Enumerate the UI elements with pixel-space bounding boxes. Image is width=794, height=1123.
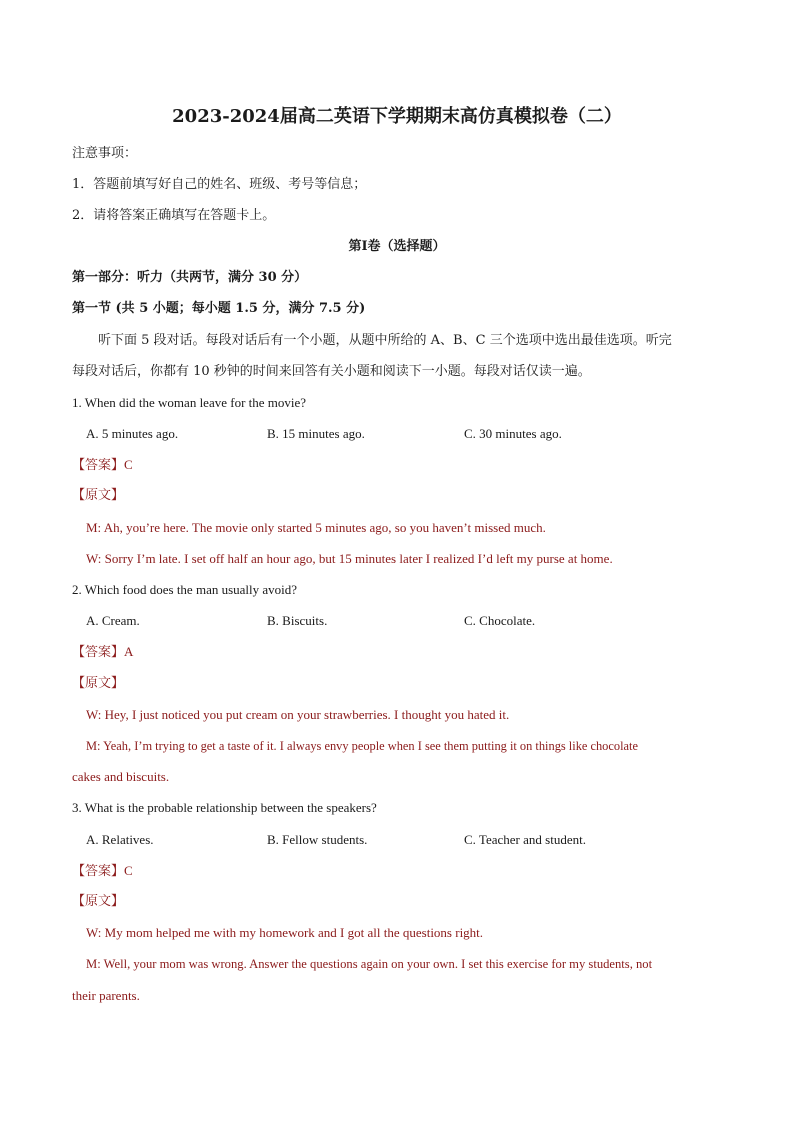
option-b: B. Biscuits. [267,613,328,628]
answer-line [72,643,133,662]
option-a: A. 5 minutes ago. [86,426,179,441]
instructions-line: 每段对话后，你都有 10 秒钟的时间来回答有关小题和阅读下一小题。每段对话仅读一遍。 [72,364,591,379]
transcript-line: W: Hey, I just noticed you put cream on your strawberries. I thought you hated it. [86,707,510,722]
volume-title: 第Ⅰ卷（选择题） [348,239,446,254]
exam-title: 2023-2024届高二英语下学期期末高仿真模拟卷（二） [172,106,622,127]
section1-title: 第一节 (共 5 小题；每小题 1.5 分，满分 7.5 分) [72,301,366,316]
answer-value: C [124,457,133,472]
option-a: A. Cream. [86,613,140,628]
question-stem: 2. Which food does the man usually avoid? [72,582,298,597]
option-a: A. Relatives. [86,832,154,847]
answer-label: 【答案】 [72,458,125,473]
transcript-line: W: Sorry I’m late. I set off half an hour ago, but 15 minutes later I realized I’d left my purse at home. [86,551,613,566]
transcript-line: M: Yeah, I’m trying to get a taste of it. I always envy people when I see them putting it on things like chocolate [86,739,638,753]
option-b: B. 15 minutes ago. [267,426,365,441]
question-stem: 1. When did the woman leave for the movie? [72,395,307,410]
option-b: B. Fellow students. [267,832,368,847]
option-c: C. Chocolate. [464,613,536,628]
part1-title: 第一部分：听力（共两节，满分 30 分） [72,270,308,285]
transcript-label: 【原文】 [72,488,125,503]
answer-label: 【答案】 [72,645,125,660]
note-item: 2．请将答案正确填写在答题卡上。 [72,208,276,223]
question-stem: 3. What is the probable relationship between the speakers? [72,800,377,815]
transcript-line: their parents. [72,988,140,1003]
option-c: C. 30 minutes ago. [464,426,562,441]
transcript-line: M: Ah, you’re here. The movie only started 5 minutes ago, so you haven’t missed much. [86,520,546,535]
option-c: C. Teacher and student. [464,832,586,847]
transcript-line: cakes and biscuits. [72,769,170,784]
answer-line [72,456,133,475]
transcript-line: M: Well, your mom was wrong. Answer the questions again on your own. I set this exercise for my students, not [86,957,653,971]
answer-line [72,862,133,881]
transcript-line: W: My mom helped me with my homework and I got all the questions right. [86,925,484,940]
transcript-label: 【原文】 [72,676,125,691]
answer-label: 【答案】 [72,864,125,879]
transcript-label: 【原文】 [72,894,125,909]
answer-value: C [124,863,133,878]
instructions-line: 听下面 5 段对话。每段对话后有一个小题，从题中所给的 A、B、C 三个选项中选出最佳选项。听完 [98,333,672,348]
answer-value: A [124,644,134,659]
notes-header: 注意事项： [72,146,138,161]
note-item: 1．答题前填写好自己的姓名、班级、考号等信息； [72,177,367,192]
